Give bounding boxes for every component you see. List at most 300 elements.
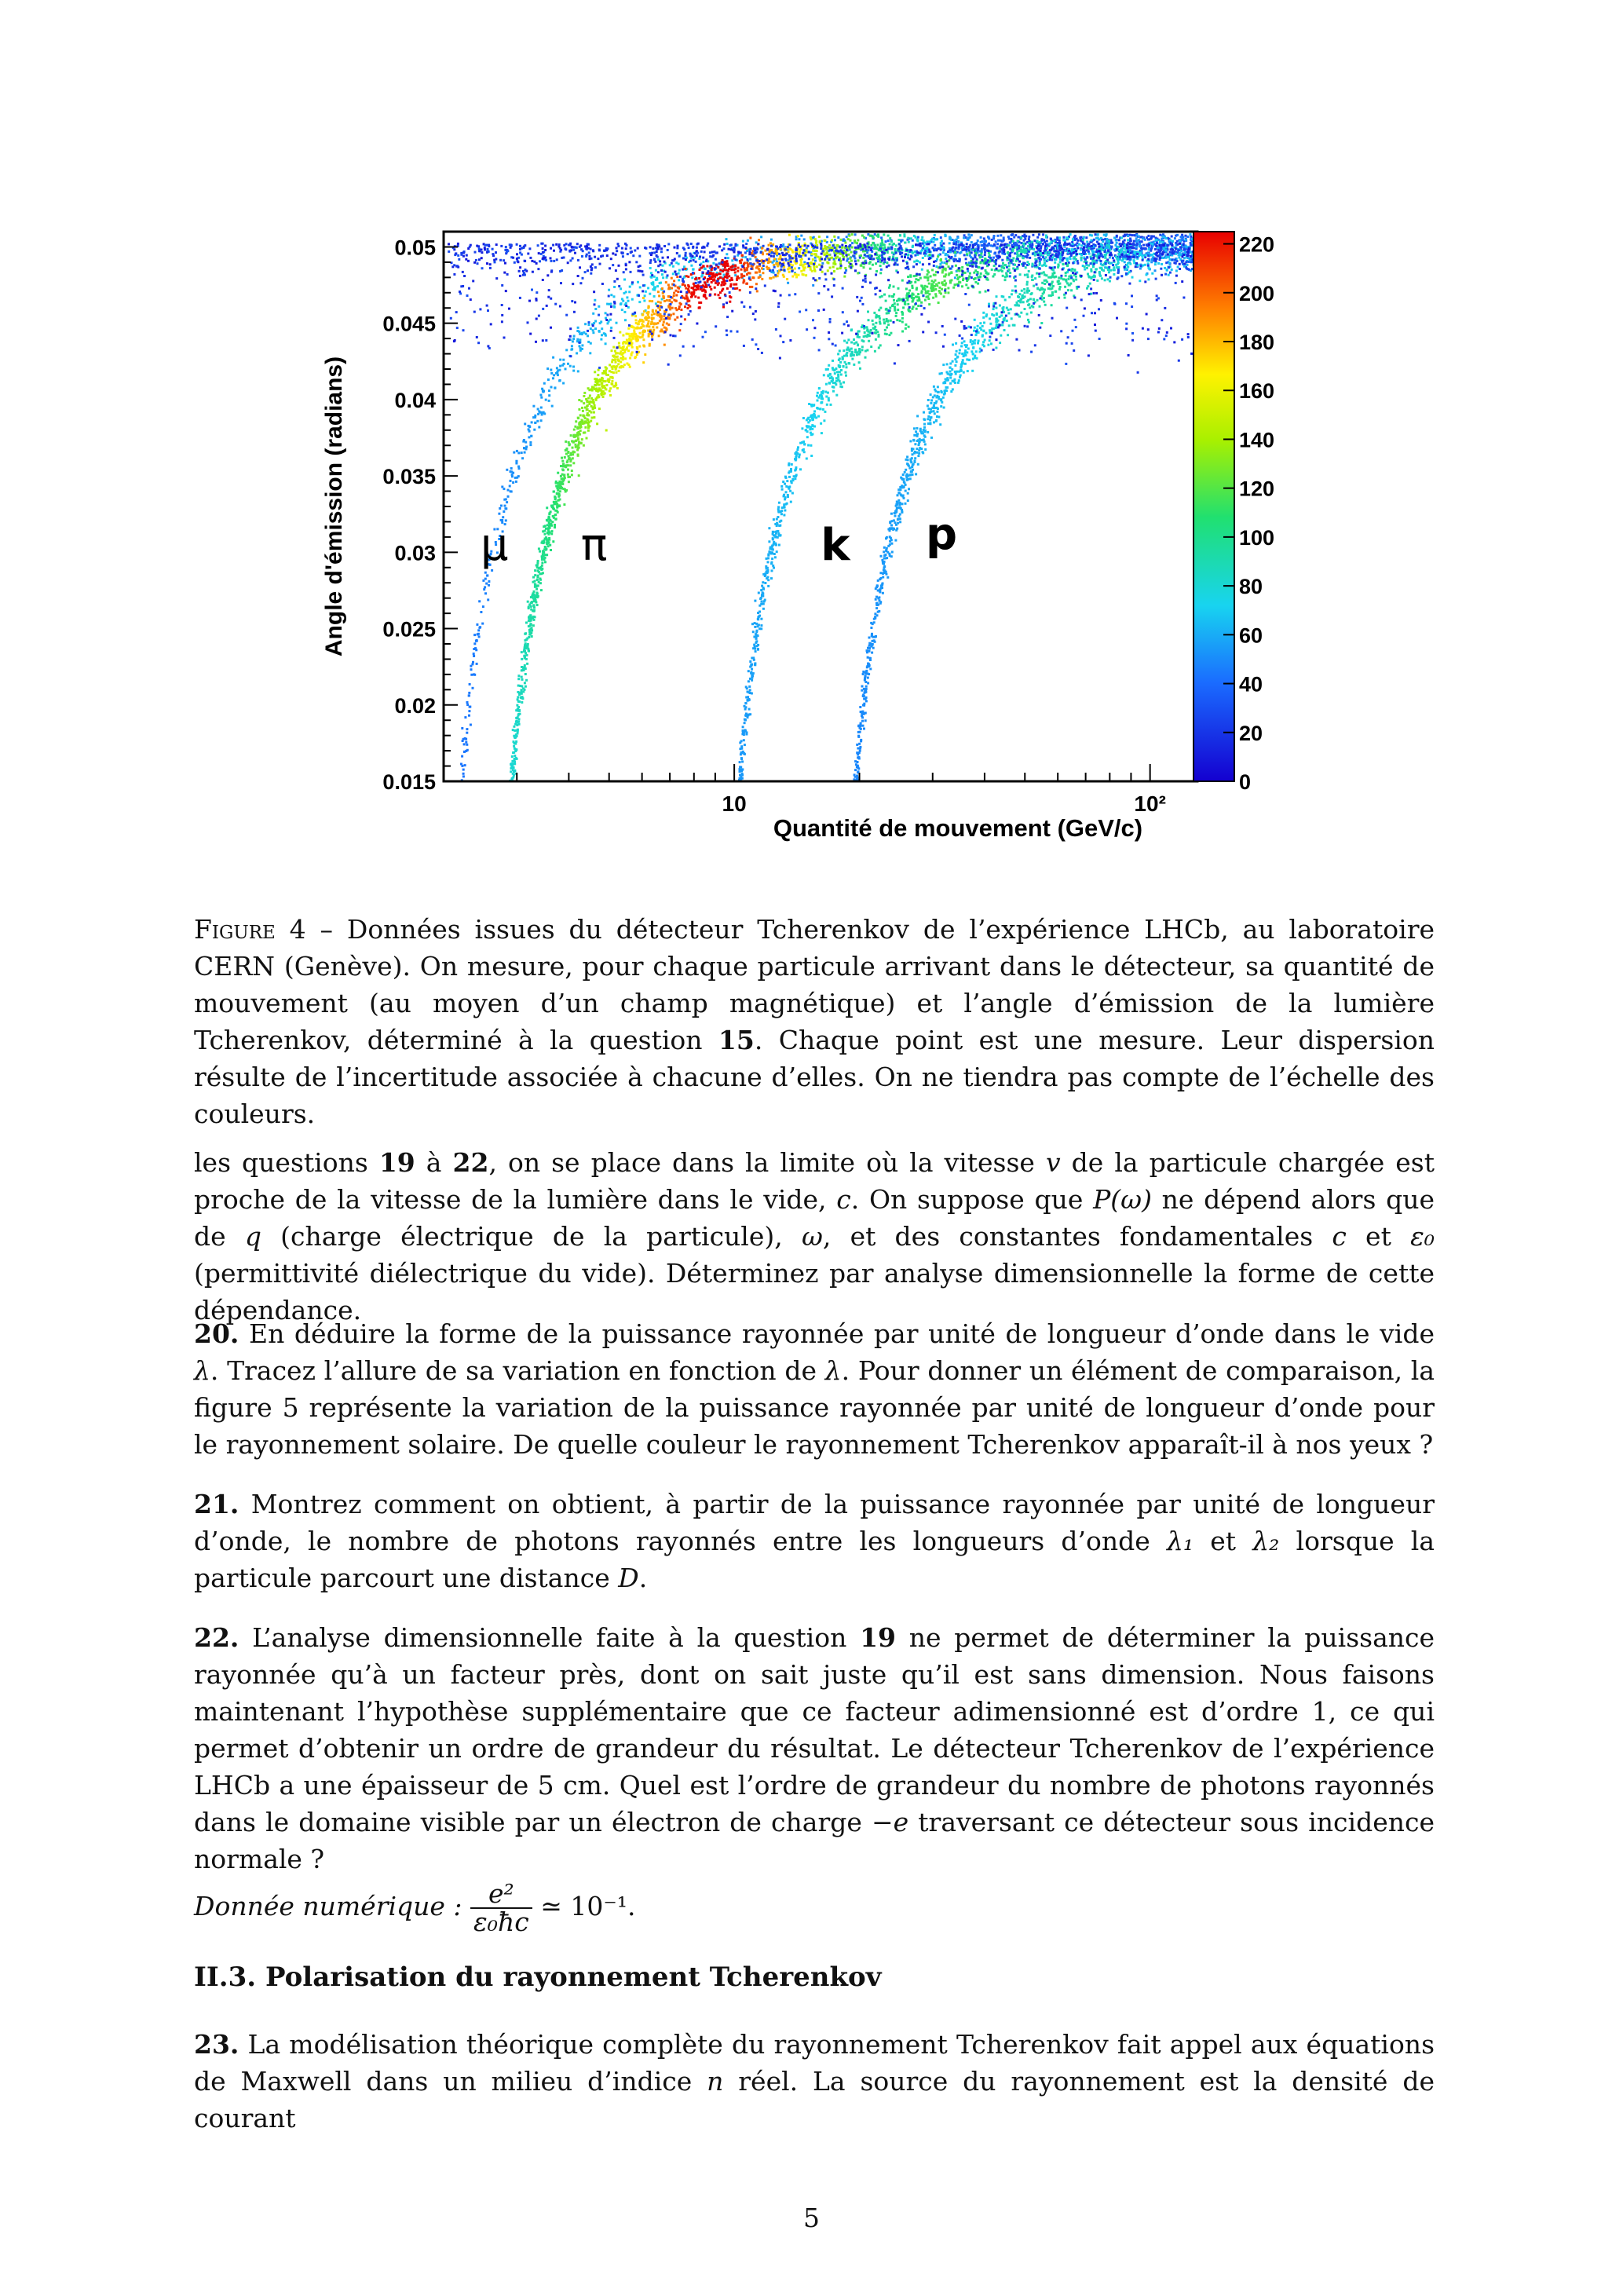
data-point (514, 742, 516, 744)
data-point (1071, 241, 1073, 243)
data-point (992, 327, 995, 330)
data-point (649, 267, 652, 269)
data-point (957, 382, 960, 384)
data-point (845, 353, 847, 356)
data-point (931, 269, 934, 271)
data-point (629, 357, 631, 360)
data-point (952, 388, 954, 390)
data-point (570, 459, 572, 461)
data-point (581, 344, 583, 346)
data-point (543, 548, 546, 550)
data-point (858, 758, 861, 760)
data-point (776, 525, 778, 527)
data-point (822, 408, 824, 411)
data-point (843, 365, 845, 367)
data-point (540, 407, 543, 409)
data-point (854, 349, 857, 351)
data-point (511, 755, 514, 758)
data-point (987, 344, 989, 346)
data-point (544, 546, 546, 548)
data-point (1033, 248, 1035, 250)
data-point (905, 490, 907, 492)
data-point (558, 379, 561, 382)
data-point (703, 261, 705, 263)
data-point (883, 321, 886, 324)
data-point (908, 290, 911, 292)
data-point (807, 421, 810, 423)
data-point (985, 269, 987, 272)
data-point (940, 242, 942, 244)
data-point (693, 285, 696, 287)
data-point (1124, 261, 1126, 263)
data-point (577, 454, 579, 456)
data-point (638, 323, 640, 325)
data-point (770, 239, 773, 241)
data-point (886, 308, 888, 310)
data-point (974, 277, 977, 280)
data-point (915, 236, 917, 239)
data-point (771, 261, 773, 264)
data-point (812, 258, 814, 261)
data-point (914, 457, 916, 459)
data-point (748, 691, 750, 693)
data-point (1109, 262, 1111, 265)
data-point (567, 363, 569, 365)
data-point (1116, 246, 1118, 248)
data-point (549, 544, 551, 547)
data-point (901, 503, 904, 505)
data-point (895, 312, 897, 314)
data-point (875, 635, 877, 638)
data-point (606, 303, 609, 305)
data-point (671, 277, 673, 280)
data-point (756, 290, 758, 292)
data-point (944, 280, 946, 282)
data-point (1044, 304, 1047, 306)
data-point (1185, 235, 1187, 237)
data-point (892, 295, 894, 298)
data-point (969, 272, 971, 275)
data-point (817, 392, 819, 394)
data-point (928, 293, 930, 295)
data-point (473, 673, 475, 675)
data-point (817, 408, 819, 410)
data-point (587, 418, 589, 420)
data-point (863, 327, 865, 330)
data-point (929, 254, 931, 256)
data-point (926, 286, 928, 288)
data-point (873, 247, 875, 250)
data-point (550, 369, 552, 371)
data-point (803, 269, 806, 272)
data-point (603, 385, 605, 387)
data-point (924, 443, 927, 445)
data-point (890, 240, 893, 243)
data-point (627, 364, 630, 366)
data-point (1000, 234, 1002, 236)
data-point (518, 718, 521, 720)
data-point (800, 248, 802, 250)
data-point (616, 365, 618, 367)
data-point (893, 299, 895, 302)
data-point (1043, 271, 1045, 273)
data-point (1014, 324, 1016, 327)
data-point (806, 458, 808, 460)
data-point (1075, 279, 1077, 281)
data-point (583, 431, 586, 433)
data-point (553, 491, 555, 493)
data-point (607, 322, 609, 324)
data-point (1174, 237, 1176, 239)
data-point (783, 494, 785, 496)
data-point (850, 353, 852, 356)
data-point (537, 584, 539, 587)
data-point (572, 370, 575, 372)
data-point (881, 242, 883, 244)
data-point (898, 504, 901, 506)
data-point (927, 273, 929, 276)
data-point (827, 269, 829, 272)
data-point (778, 258, 780, 260)
data-point (547, 533, 550, 536)
data-point (1118, 239, 1120, 241)
data-point (741, 761, 744, 763)
data-point (901, 331, 904, 333)
data-point (754, 626, 756, 628)
data-point (539, 411, 541, 414)
data-point (897, 239, 900, 241)
data-point (1178, 257, 1180, 259)
data-point (545, 399, 547, 401)
data-point (592, 313, 594, 315)
data-point (1135, 237, 1138, 239)
data-point (936, 284, 938, 287)
data-point (829, 267, 832, 269)
data-point (612, 365, 614, 367)
data-point (504, 507, 506, 510)
data-point (895, 244, 897, 247)
data-point (742, 240, 744, 243)
data-point (887, 235, 890, 237)
data-point (639, 286, 642, 288)
data-point (740, 753, 742, 755)
data-point (1017, 268, 1019, 270)
data-point (865, 719, 867, 722)
data-point (739, 260, 741, 262)
data-point (514, 748, 516, 750)
data-point (1138, 239, 1140, 241)
data-point (917, 455, 919, 457)
data-point (758, 611, 761, 613)
data-point (1003, 236, 1005, 239)
data-point (1064, 239, 1066, 242)
data-point (550, 505, 553, 507)
data-point (547, 528, 550, 531)
data-point (760, 624, 762, 627)
data-point (538, 547, 540, 550)
data-point (954, 358, 956, 360)
data-point (618, 370, 620, 372)
data-point (579, 347, 582, 349)
data-point (857, 748, 859, 750)
data-point (985, 313, 988, 316)
data-point (1176, 234, 1179, 236)
data-point (736, 278, 738, 280)
data-point (571, 348, 573, 350)
data-point (1074, 235, 1077, 237)
data-point (587, 426, 590, 429)
data-point (865, 691, 867, 693)
data-point (964, 352, 967, 354)
data-point (761, 601, 763, 603)
data-point (751, 668, 753, 671)
data-point (787, 494, 789, 496)
data-point (812, 284, 814, 287)
data-point (916, 308, 918, 310)
data-point (517, 706, 520, 708)
data-point (824, 391, 827, 393)
data-point (731, 259, 733, 261)
data-point (758, 276, 760, 279)
data-point (678, 269, 681, 272)
data-point (552, 506, 554, 509)
data-point (803, 238, 806, 240)
data-point (901, 321, 904, 324)
data-point (834, 369, 836, 371)
data-point (534, 416, 536, 419)
data-point (591, 401, 594, 404)
data-point (930, 437, 933, 439)
data-point (535, 599, 537, 601)
data-point (883, 547, 886, 549)
data-point (561, 481, 564, 483)
data-point (821, 262, 824, 265)
data-point (904, 302, 906, 305)
data-point (525, 638, 528, 641)
data-point (726, 238, 728, 240)
data-point (945, 386, 948, 389)
data-point (938, 290, 941, 292)
data-point (733, 269, 736, 271)
data-point (1135, 240, 1138, 243)
data-point (1127, 235, 1129, 237)
data-point (688, 300, 690, 302)
data-point (521, 676, 523, 678)
data-point (704, 290, 706, 292)
data-point (616, 322, 618, 324)
data-point (780, 248, 782, 250)
data-point (584, 407, 587, 409)
data-point (1013, 236, 1015, 239)
data-point (605, 384, 608, 386)
data-point (900, 239, 902, 242)
data-point (744, 256, 747, 258)
data-point (788, 462, 790, 465)
data-point (950, 239, 952, 241)
data-point (751, 675, 753, 677)
data-point (785, 491, 788, 493)
data-point (473, 653, 475, 655)
data-point (650, 272, 652, 274)
data-point (1119, 243, 1121, 245)
data-point (840, 374, 843, 376)
data-point (773, 518, 775, 521)
data-point (660, 330, 662, 332)
data-point (631, 342, 634, 345)
data-point (575, 440, 577, 442)
data-point (718, 297, 721, 299)
data-point (747, 696, 749, 698)
data-point (826, 261, 828, 264)
data-point (1042, 243, 1044, 246)
data-point (782, 243, 784, 246)
data-point (771, 569, 773, 572)
data-point (534, 422, 536, 424)
data-point (908, 241, 910, 243)
data-point (846, 260, 848, 262)
data-point (676, 276, 678, 278)
data-point (1008, 265, 1011, 267)
data-point (941, 261, 943, 264)
data-point (868, 319, 870, 321)
data-point (644, 330, 646, 332)
data-point (959, 352, 961, 354)
data-point (897, 499, 900, 502)
data-point (928, 283, 930, 285)
data-point (555, 517, 557, 520)
data-point (811, 417, 813, 419)
data-point (1022, 257, 1025, 259)
data-point (506, 501, 508, 503)
data-point (802, 245, 804, 247)
data-point (1150, 235, 1153, 237)
data-point (845, 364, 847, 366)
data-point (1045, 235, 1047, 237)
data-point (1065, 272, 1067, 274)
data-point (536, 604, 539, 606)
data-point (579, 414, 582, 416)
data-point (896, 507, 898, 510)
data-point (462, 769, 465, 771)
data-point (537, 408, 539, 411)
data-point (678, 272, 680, 275)
data-point (596, 389, 598, 392)
data-point (906, 455, 908, 458)
data-point (510, 467, 513, 470)
data-point (762, 608, 765, 610)
data-point (591, 386, 594, 388)
data-point (984, 254, 986, 256)
data-point (907, 499, 909, 502)
data-point (773, 276, 775, 279)
data-point (844, 361, 846, 364)
data-point (963, 340, 966, 342)
data-point (783, 506, 785, 509)
data-point (1027, 245, 1029, 247)
data-point (696, 286, 698, 288)
data-point (688, 286, 690, 288)
data-point (727, 257, 729, 259)
data-point (996, 235, 999, 237)
data-point (974, 327, 976, 329)
data-point (1026, 273, 1029, 276)
data-point (810, 444, 812, 447)
data-point (1077, 262, 1079, 265)
data-point (517, 696, 519, 698)
data-point (572, 462, 575, 464)
data-point (613, 286, 616, 288)
data-point (477, 633, 480, 635)
data-point (629, 366, 631, 368)
data-point (551, 521, 554, 523)
data-point (989, 323, 992, 325)
data-point (1016, 253, 1018, 255)
data-point (838, 364, 840, 367)
data-point (549, 512, 551, 514)
data-point (524, 645, 526, 647)
data-point (778, 544, 780, 547)
data-point (833, 270, 835, 272)
data-point (816, 395, 818, 397)
data-point (923, 239, 925, 242)
data-point (620, 353, 623, 356)
data-point (955, 243, 957, 246)
data-point (1026, 281, 1029, 283)
data-point (544, 538, 546, 540)
data-point (934, 285, 936, 287)
data-point (605, 369, 607, 371)
data-point (819, 240, 821, 243)
data-point (880, 269, 883, 271)
data-point (977, 342, 979, 345)
data-point (536, 420, 539, 422)
data-point (917, 305, 919, 307)
data-point (826, 404, 828, 406)
data-point (922, 257, 924, 259)
data-point (637, 281, 639, 283)
data-point (843, 382, 845, 384)
data-point (927, 399, 930, 401)
data-point (1190, 236, 1192, 238)
data-point (919, 261, 921, 264)
data-point (1067, 289, 1069, 291)
data-point (635, 322, 638, 324)
data-point (472, 661, 474, 664)
data-point (503, 488, 505, 490)
data-point (1003, 267, 1005, 269)
data-point (778, 525, 780, 527)
data-point (792, 479, 795, 481)
data-point (1009, 275, 1011, 277)
data-point (949, 371, 952, 373)
data-point (769, 277, 771, 280)
data-point (862, 340, 865, 342)
data-point (543, 412, 546, 415)
data-point (1069, 258, 1072, 260)
data-point (982, 341, 985, 343)
data-point (751, 664, 753, 666)
data-point (755, 650, 757, 653)
data-point (555, 372, 557, 375)
data-point (523, 650, 525, 653)
data-point (1121, 259, 1124, 261)
data-point (836, 256, 839, 258)
data-point (767, 585, 769, 587)
data-point (834, 372, 836, 375)
data-point (707, 280, 709, 283)
data-point (915, 430, 917, 433)
data-point (943, 247, 945, 249)
